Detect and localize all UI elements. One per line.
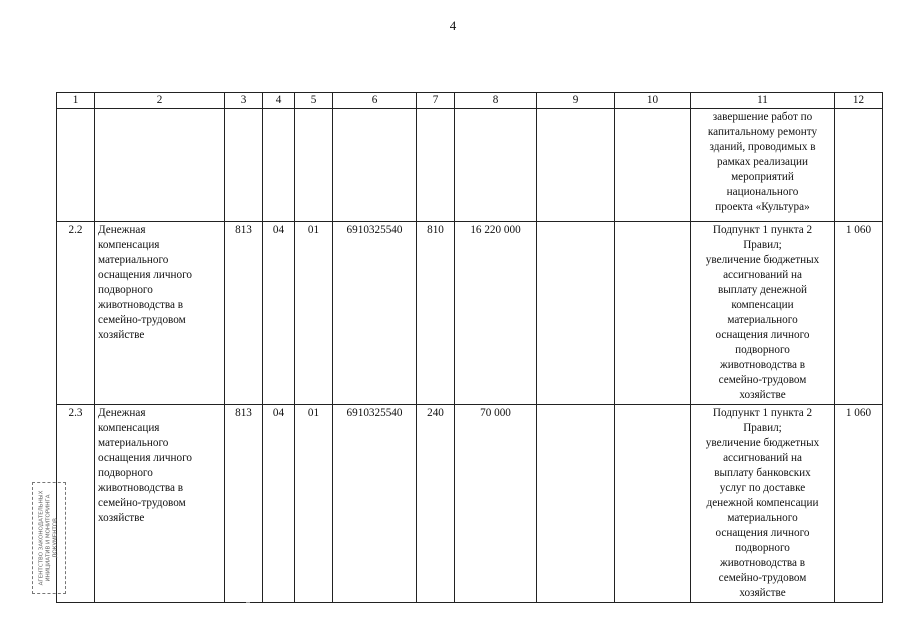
expense-description-cell [95,405,225,603]
stamp-text [39,491,60,586]
column-number: 7 [417,93,455,109]
column-9-value-cell [537,109,615,222]
expense-description-line: хозяйстве [98,329,145,341]
amount: 16 220 000 [470,224,521,236]
code-target-article: 6910325540 [346,407,403,419]
expense-description-line: материального [98,254,169,266]
code-section: 04 [272,224,285,236]
column-number: 4 [263,93,295,109]
justification-line: подворного [735,542,790,554]
column-12-value-cell [835,109,883,222]
justification-line: увеличение бюджетных [705,254,820,266]
page-number: 4 [449,18,457,33]
table-row [57,222,883,405]
code-target-article-cell [333,405,417,603]
expense-description-line: компенсация [98,239,160,251]
code-section: 04 [272,407,285,419]
justification-line: семейно-трудовом [718,572,807,584]
code-expense-type: 240 [427,407,444,419]
code-subsection-cell [295,109,333,222]
column-12-value-cell [835,405,883,603]
justification-line: ассигнований на [723,269,802,281]
justification-line: увеличение бюджетных [705,437,820,449]
justification-line: ассигнований на [723,452,802,464]
column-number: 10 [615,93,691,109]
code-section-cell [263,405,295,603]
code-expense-type-cell [417,405,455,603]
budget-table [56,92,883,603]
code-target-article: 6910325540 [346,224,403,236]
registration-stamp [32,482,66,594]
justification-line: Правил; [743,239,782,251]
justification-line: животноводства в [719,359,806,371]
code-ministry: 813 [235,224,252,236]
amount: 70 000 [480,407,511,419]
expense-description-line: животноводства в [98,482,184,494]
amount-cell [455,405,537,603]
column-number: 3 [225,93,263,109]
justification-line: капитальному ремонту [707,126,818,138]
expense-description-line: Денежная [98,407,146,419]
column-number-row [57,93,883,109]
column-9-value-cell [537,405,615,603]
column-9-value-cell [537,222,615,405]
code-subsection-cell [295,405,333,603]
justification-line: денежной компенсации [706,497,819,509]
justification-cell [691,405,835,603]
column-10-value-cell [615,109,691,222]
expense-description-line: подворного [98,284,153,296]
column-10-value-cell [615,405,691,603]
column-number: 8 [455,93,537,109]
amount-cell [455,222,537,405]
justification-line: выплату денежной [717,284,808,296]
column-number: 1 [57,93,95,109]
code-section-cell [263,222,295,405]
column-number: 2 [95,93,225,109]
expense-description-line: семейно-трудовом [98,314,186,326]
column-number: 9 [537,93,615,109]
code-ministry: 813 [235,407,252,419]
expense-description-line: Денежная [98,224,146,236]
justification-line: компенсации [731,299,794,311]
expense-description-line: подворного [98,467,153,479]
expense-description-line: оснащения личного [98,452,192,464]
justification-line: зданий, проводимых в [709,141,816,153]
justification-line: материального [727,314,798,326]
column-number: 6 [333,93,417,109]
justification-cell [691,109,835,222]
stamp-line: ИНИЦИАТИВ И МОНИТОРИНГА [45,494,52,582]
table-row [57,405,883,603]
justification-line: хозяйстве [739,389,786,401]
code-subsection: 01 [307,224,320,236]
column-number: 11 [691,93,835,109]
code-ministry-cell [225,109,263,222]
expense-description-cell [95,222,225,405]
expense-description-line: компенсация [98,422,160,434]
code-expense-type: 810 [427,224,444,236]
column-12-value-cell [835,222,883,405]
justification-line: оснащения личного [715,527,810,539]
justification-line: хозяйстве [739,587,786,599]
expense-description-line: животноводства в [98,299,184,311]
justification-line: мероприятий [731,171,794,183]
expense-description-cell [95,109,225,222]
code-target-article-cell [333,222,417,405]
code-subsection: 01 [307,407,320,419]
column-12-value: 1 060 [845,224,872,236]
expense-description-line: оснащения личного [98,269,192,281]
code-target-article-cell [333,109,417,222]
code-ministry-cell [225,222,263,405]
stamp-line: АГЕНТСТВО ЗАКОНОДАТЕЛЬНЫХ [38,490,45,586]
expense-description-line: хозяйстве [98,512,145,524]
row-number-cell [57,222,95,405]
justification-line: выплату банковских [714,467,811,479]
justification-cell [691,222,835,405]
justification-line: Подпункт 1 пункта 2 [712,407,813,419]
justification-line: проекта «Культура» [715,201,810,213]
column-number: 5 [295,93,333,109]
expense-description-line: материального [98,437,169,449]
scan-mark [246,602,250,603]
amount-cell [455,109,537,222]
column-number: 12 [835,93,883,109]
justification-line: завершение работ по [712,111,813,123]
justification-line: услуг по доставке [719,482,806,494]
justification-line: рамках реализации [717,156,808,168]
justification-line: подворного [735,344,790,356]
column-10-value-cell [615,222,691,405]
justification-line: животноводства в [719,557,806,569]
table-row [57,109,883,222]
expense-description-line: семейно-трудовом [98,497,186,509]
code-expense-type-cell [417,109,455,222]
justification-line: национального [726,186,799,198]
stamp-line: ДОКУМЕНТОВ [52,518,59,558]
justification-line: семейно-трудовом [718,374,807,386]
column-12-value: 1 060 [845,407,872,419]
code-expense-type-cell [417,222,455,405]
code-section-cell [263,109,295,222]
code-subsection-cell [295,222,333,405]
row-number-cell [57,109,95,222]
row-number: 2.3 [68,407,83,419]
row-number: 2.2 [68,224,83,236]
code-ministry-cell [225,405,263,603]
justification-line: Правил; [743,422,782,434]
justification-line: оснащения личного [715,329,810,341]
justification-line: материального [727,512,798,524]
justification-line: Подпункт 1 пункта 2 [712,224,813,236]
